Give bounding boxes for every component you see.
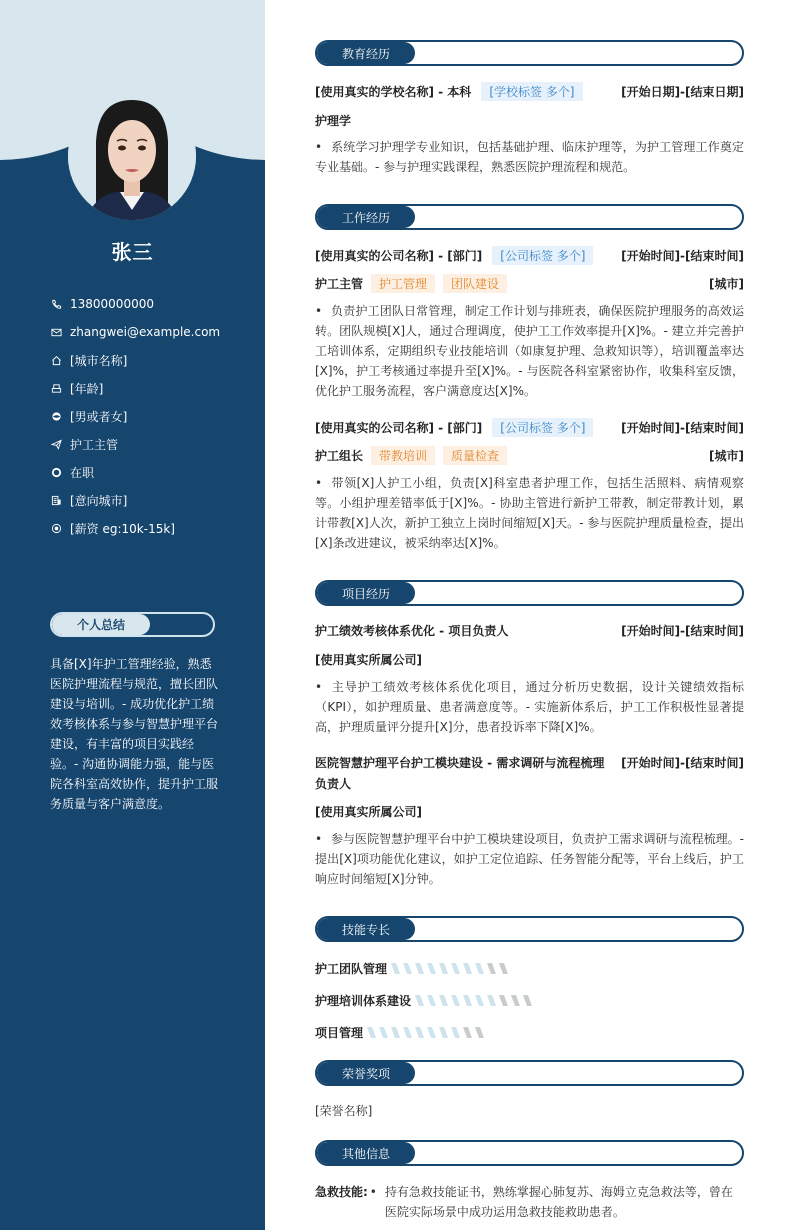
work-desc: • 带领[X]人护工小组，负责[X]科室患者护理工作，包括生活照料、病情观察等。小组护理差错率低于[X]%。- 协助主管进行新护工带教，制定带教计划，累计带教[X]人次，新护工独立上岗时间缩短[X]天。- 参与医院护理质量检查，提出[X]条改进建议，被采纳率达[X]%。: [315, 476, 744, 550]
education-desc: • 系统学习护理学专业知识，包括基础护理、临床护理等，为护工管理工作奠定专业基础。- 参与护理实践课程，熟悉医院护理流程和规范。: [315, 140, 744, 174]
contact-text: [男或者女]: [70, 409, 128, 424]
other-label: 急救技能:: [315, 1185, 368, 1199]
skill-bar: [511, 995, 520, 1006]
contact-text: [年龄]: [70, 381, 104, 396]
honor-name: [荣誉名称]: [315, 1104, 373, 1118]
project-desc: • 参与医院智慧护理平台中护工模块建设项目，负责护工需求调研与流程梳理。- 提出[X]项功能优化建议，如护工定位追踪、任务智能分配等，平台上线后，护工响应时间缩短[X]分钟。: [315, 832, 744, 886]
contact-list: [50, 290, 260, 542]
project-company: [使用真实所属公司]: [315, 805, 422, 819]
role: 护工组长: [315, 449, 364, 463]
work-city: [城市]: [709, 277, 744, 291]
section-title: 技能专长: [317, 918, 415, 940]
project-name: 护工绩效考核体系优化 - 项目负责人: [315, 624, 509, 638]
company-tag: [公司标签 多个]: [492, 418, 593, 437]
skill-bar: [475, 963, 484, 974]
work-header-row: [315, 418, 744, 437]
school-tag: [学校标签 多个]: [481, 82, 582, 101]
role: 护工主管: [315, 277, 364, 291]
skill-bar: [499, 963, 508, 974]
skill-bar: [487, 995, 496, 1006]
work-role-row: [315, 446, 744, 465]
work-city: [城市]: [709, 449, 744, 463]
school-name: [使用真实的学校名称] - 本科: [315, 85, 472, 99]
skill-name: 项目管理: [315, 1026, 364, 1040]
send-icon: [50, 438, 62, 450]
contact-salary: [50, 514, 260, 542]
skill-bar: [463, 1027, 472, 1038]
profile-name: 张三: [111, 240, 154, 264]
contact-position: [50, 430, 260, 458]
skill-bar: [439, 963, 448, 974]
phone-icon: [50, 298, 62, 310]
contact-gender: [50, 402, 260, 430]
skill-bar: [475, 995, 484, 1006]
skill-bar: [487, 963, 496, 974]
contact-text: zhangwei@example.com: [70, 325, 221, 339]
status-icon: [50, 466, 62, 478]
work-role-row: [315, 274, 744, 293]
skill-bar: [463, 995, 472, 1006]
skill-bar: [463, 963, 472, 974]
contact-text: 护工主管: [70, 437, 119, 452]
avatar: [68, 92, 196, 220]
contact-text: 在职: [70, 465, 95, 480]
work-desc: • 负责护工团队日常管理，制定工作计划与排班表，确保医院护理服务的高效运转。团队规模[X]人，通过合理调度，使护工工作效率提升[X]%。- 建立并完善护工培训体系，定期组织专业技能培训（如康复护理、急救知识等），培训覆盖率达[X]%，护工考核通过率提升至[X]%。- 与医院各科室紧密协作，收集科室反馈，优化护工服务流程，客户满意度达[X]%。: [315, 304, 744, 398]
project-header-row: [315, 622, 744, 639]
project-company: [使用真实所属公司]: [315, 653, 422, 667]
contact-target-city: [50, 486, 260, 514]
contact-age: [50, 374, 260, 402]
company-tag: [公司标签 多个]: [492, 246, 593, 265]
education-header-row: [315, 82, 744, 101]
skill-bar: [415, 1027, 424, 1038]
contact-text: [薪资 eg:10k-15k]: [70, 521, 175, 536]
major: 护理学: [315, 114, 352, 128]
skill-level-bars: [417, 995, 537, 1006]
role-tag: 带教培训: [371, 446, 435, 465]
skill-bar: [391, 1027, 400, 1038]
skill-item: [315, 992, 537, 1009]
section-title: 其他信息: [317, 1142, 415, 1164]
contact-email: [50, 318, 260, 346]
gender-icon: [50, 410, 62, 422]
bullet: •: [369, 1185, 377, 1199]
skill-bar: [403, 963, 412, 974]
skill-bar: [403, 1027, 412, 1038]
role-tag: 护工管理: [371, 274, 435, 293]
skill-name: 护理培训体系建设: [315, 994, 412, 1008]
section-title: 教育经历: [317, 42, 415, 64]
company-name: [使用真实的公司名称] - [部门]: [315, 421, 483, 435]
skill-level-bars: [369, 1027, 489, 1038]
skill-bar: [439, 1027, 448, 1038]
sidebar: [0, 0, 265, 1230]
skill-bar: [427, 963, 436, 974]
other-info-row: [315, 1182, 744, 1222]
mail-icon: [50, 326, 62, 338]
project-desc: • 主导护工绩效考核体系优化项目，通过分析历史数据，设计关键绩效指标（KPI），如护理质量、患者满意度等。- 实施新体系后，护工工作积极性显著提高，护理质量评分提升[X]分，患者投诉率下降[X]%。: [315, 680, 744, 734]
avatar-photo-icon: [68, 92, 196, 220]
skill-bar: [367, 1027, 376, 1038]
skill-bar: [427, 1027, 436, 1038]
skills-section-header: [315, 916, 744, 942]
decor-shape: [0, 0, 265, 95]
skill-item: [315, 960, 513, 977]
project-name-cont: 负责人: [315, 777, 352, 791]
section-title: 工作经历: [317, 206, 415, 228]
skill-bar: [499, 995, 508, 1006]
work-header-row: [315, 246, 744, 265]
skill-bar: [415, 963, 424, 974]
project-dates: [开始时间]-[结束时间]: [621, 756, 744, 770]
contact-phone: [50, 290, 260, 318]
work-dates: [开始时间]-[结束时间]: [621, 249, 744, 263]
summary-text: 具备[X]年护工管理经验，熟悉医院护理流程与规范，擅长团队建设与培训。- 成功优化护工绩效考核体系与参与智慧护理平台建设，有丰富的项目实践经验。- 沟通协调能力强，能与医院各科室高效协作，提升护工服务质量与客户满意度。: [50, 657, 219, 811]
work-dates: [开始时间]-[结束时间]: [621, 421, 744, 435]
skill-item: [315, 1024, 489, 1041]
role-tag: 质量检查: [443, 446, 507, 465]
education-section-header: [315, 40, 744, 66]
skill-bar: [391, 963, 400, 974]
section-title: 荣誉奖项: [317, 1062, 415, 1084]
honors-section-header: [315, 1060, 744, 1086]
skill-name: 护工团队管理: [315, 962, 388, 976]
other-section-header: [315, 1140, 744, 1166]
contact-text: [意向城市]: [70, 493, 128, 508]
education-dates: [开始日期]-[结束日期]: [621, 85, 744, 99]
project-dates: [开始时间]-[结束时间]: [621, 624, 744, 638]
skill-bar: [451, 1027, 460, 1038]
project-header-row: [315, 754, 744, 771]
skill-bar: [523, 995, 532, 1006]
contact-text: 13800000000: [70, 297, 154, 311]
skill-bar: [475, 1027, 484, 1038]
role-tag: 团队建设: [443, 274, 507, 293]
skill-bar: [451, 995, 460, 1006]
section-title: 项目经历: [317, 582, 415, 604]
salary-icon: [50, 522, 62, 534]
contact-city: [50, 346, 260, 374]
work-section-header: [315, 204, 744, 230]
project-name: 医院智慧护理平台护工模块建设 - 需求调研与流程梳理: [315, 756, 605, 770]
other-text: 持有急救技能证书，熟练掌握心肺复苏、海姆立克急救法等，曾在医院实际场景中成功运用急救技能救助患者。: [384, 1185, 733, 1219]
summary-section-header: [50, 612, 215, 637]
skill-bar: [415, 995, 424, 1006]
summary-title: 个人总结: [52, 614, 150, 635]
skill-bar: [451, 963, 460, 974]
contact-text: [城市名称]: [70, 353, 128, 368]
skill-level-bars: [393, 963, 513, 974]
skill-bar: [439, 995, 448, 1006]
projects-section-header: [315, 580, 744, 606]
skill-bar: [379, 1027, 388, 1038]
contact-status: [50, 458, 260, 486]
company-name: [使用真实的公司名称] - [部门]: [315, 249, 483, 263]
home-icon: [50, 354, 62, 366]
skill-bar: [427, 995, 436, 1006]
age-icon: [50, 382, 62, 394]
building-icon: [50, 494, 62, 506]
